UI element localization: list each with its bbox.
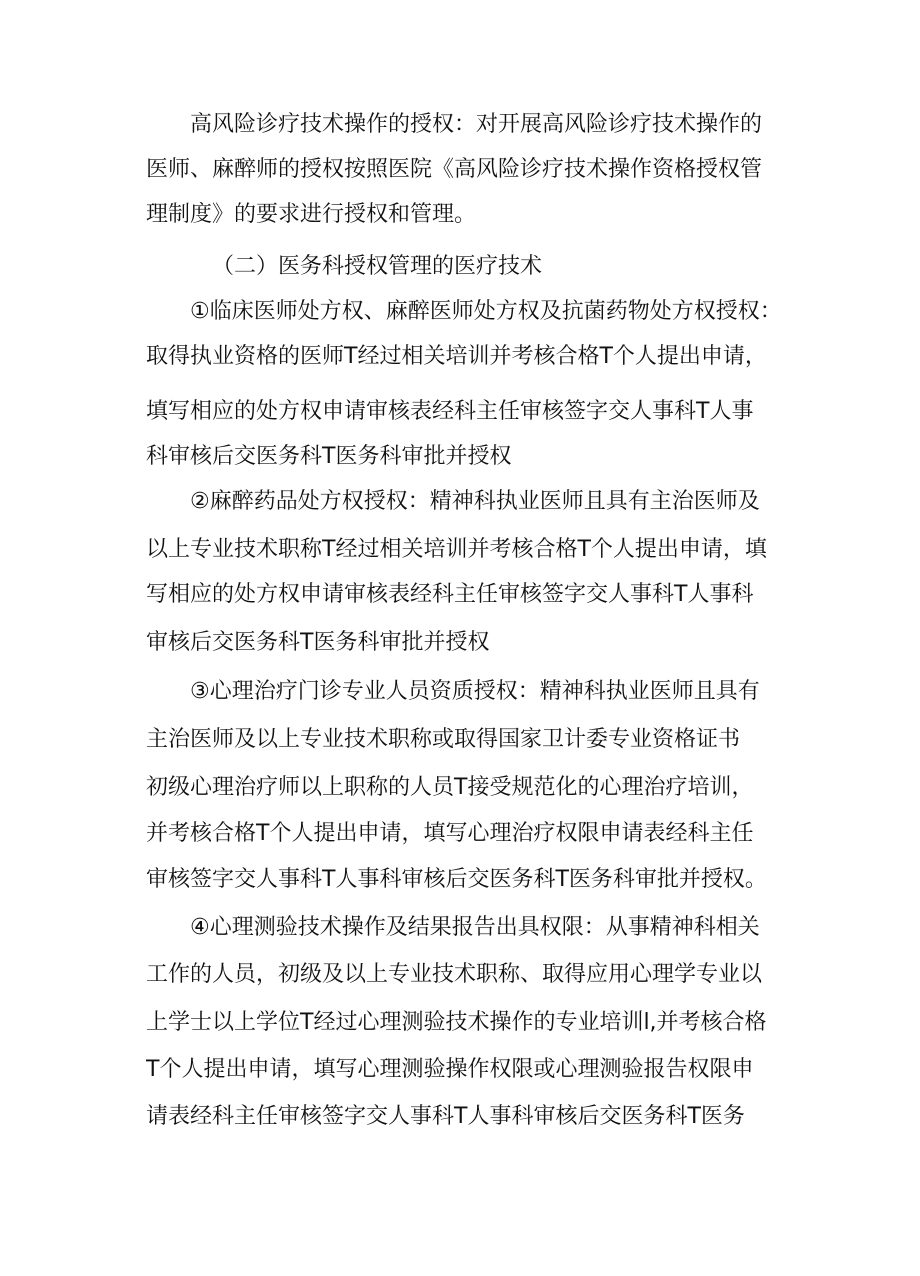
paragraph-line: 审核后交医务科T医务科审批并授权 [146, 630, 490, 655]
paragraph-line: 并考核合格T个人提出申请，填写心理治疗权限申请表经科主任 [146, 821, 754, 846]
paragraph-line: 请表经科主任审核签字交人事科T人事科审核后交医务科T医务 [146, 1104, 745, 1129]
paragraph-line: ①临床医师处方权、麻醉医师处方权及抗菌药物处方权授权： [190, 299, 782, 324]
paragraph-line: 写相应的处方权申请审核表经科主任审核签字交人事科T人事科 [146, 582, 754, 607]
paragraph-line: 医师、麻醉师的授权按照医院《高风险诊疗技术操作资格授权管 [146, 157, 763, 182]
paragraph-line: ③心理治疗门诊专业人员资质授权：精神科执业医师且具有 [190, 679, 760, 704]
paragraph-line: 高风险诊疗技术操作的授权：对开展高风险诊疗技术操作的 [190, 112, 763, 137]
paragraph-line: 理制度》的要求进行授权和管理。 [146, 202, 477, 227]
paragraph-line: 审核签字交人事科T人事科审核后交医务科T医务科审批并授权。 [146, 867, 767, 892]
paragraph-line: 科审核后交医务科T医务科审批并授权 [146, 444, 512, 469]
section-heading: （二）医务科授权管理的医疗技术 [212, 254, 543, 279]
paragraph-line: 初级心理治疗师以上职称的人员T接受规范化的心理治疗培训， [146, 775, 754, 800]
paragraph-line: 工作的人员，初级及以上专业技术职称、取得应用心理学专业以 [146, 962, 763, 987]
paragraph-line: 填写相应的处方权申请审核表经科主任审核签字交人事科T人事 [146, 399, 754, 424]
paragraph-line: 以上专业技术职称T经过相关培训并考核合格T个人提出申请，填 [146, 537, 767, 562]
paragraph-line: 取得执业资格的医师T经过相关培训并考核合格T个人提出申请， [146, 344, 767, 369]
paragraph-line: T个人提出申请，填写心理测验操作权限或心理测验报告权限申 [146, 1057, 754, 1082]
paragraph-line: 上学士以上学位T经过心理测验技术操作的专业培训l,并考核合格 [146, 1010, 767, 1035]
paragraph-line: ②麻醉药品处方权授权：精神科执业医师且具有主治医师及 [190, 489, 760, 514]
paragraph-line: ④心理测验技术操作及结果报告出具权限：从事精神科相关 [190, 915, 760, 940]
paragraph-line: 主治医师及以上专业技术职称或取得国家卫计委专业资格证书 [146, 727, 741, 752]
